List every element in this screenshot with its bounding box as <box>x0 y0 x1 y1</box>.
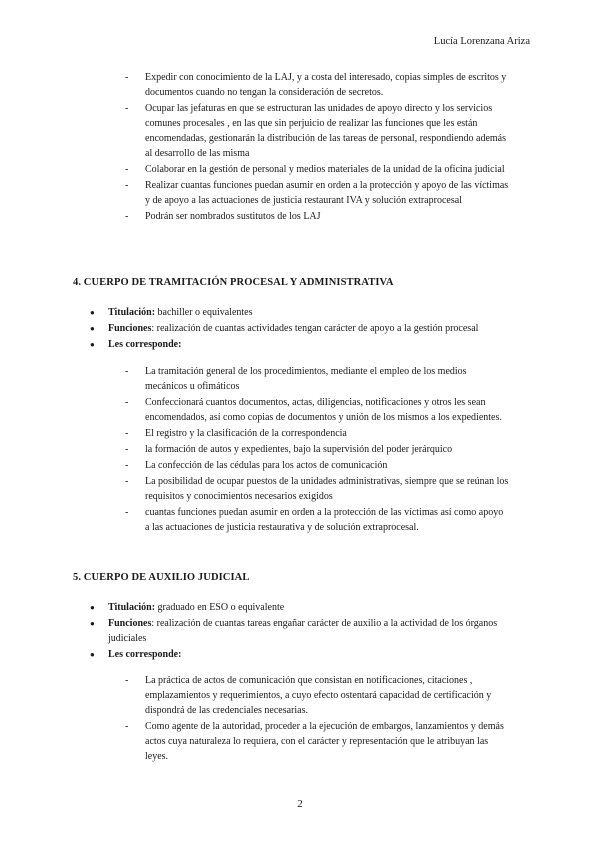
list-item: - Colaborar en la gestión de personal y medios materiales de la unidad de la oficina judicial <box>125 162 510 177</box>
list-item: - Realizar cuantas funciones puedan asumir en orden a la protección y apoyo de las víctimas y de apoyo a las actuaciones de justicia restaurant IVA y solución extraprocesal <box>125 178 510 208</box>
funciones-item <box>90 616 520 646</box>
top-dash-list <box>125 70 510 225</box>
list-item: - Expedir con conocimiento de la LAJ, y a costa del interesado, copias simples de escritos y documentos cuando no tengan la consideración de secretos. <box>125 70 510 100</box>
section-5-title: 5. CUERPO DE AUXILIO JUDICIAL <box>73 572 250 583</box>
list-item: - Como agente de la autoridad, proceder a la ejecución de embargos, lanzamientos y demás actos cuya naturaleza lo requiera, con el carácter y representación que le atribuyan las leyes. <box>125 719 510 764</box>
funciones-label: Funciones <box>108 618 152 629</box>
corresponde-label: Les corresponde: <box>108 649 182 660</box>
list-item: - cuantas funciones puedan asumir en orden a la protección de las víctimas así como apoyo a las actuaciones de justicia restaurativa y de solución extraprocesal. <box>125 505 510 535</box>
list-item: - Ocupar las jefaturas en que se estructuran las unidades de apoyo directo y los servicios comunes procesales , en las que sin perjuicio de realizar las funciones que les están encomendadas, gestionarán la distribución de las tareas de personal, respondiendo además al desarrollo de las misma <box>125 101 510 161</box>
funciones-value: : realización de cuantas actividades tengan carácter de apoyo a la gestión procesal <box>151 323 479 334</box>
titulacion-value: graduado en ESO o equivalente <box>155 602 285 613</box>
page-header-author: Lucía Lorenzana Ariza <box>433 36 530 47</box>
corresponde-item <box>90 337 520 352</box>
list-item: - Podrán ser nombrados sustitutos de los LAJ <box>125 209 510 224</box>
funciones-value: : realización de cuantas tareas engañar carácter de auxilio a la actividad de los órganos judiciales <box>108 618 498 644</box>
list-item: - la formación de autos y expedientes, bajo la supervisión del poder jerárquico <box>125 442 510 457</box>
funciones-label: Funciones <box>108 323 152 334</box>
section-4-title: 4. CUERPO DE TRAMITACIÓN PROCESAL Y ADMINISTRATIVA <box>73 277 394 288</box>
list-item: - Confeccionará cuantos documentos, actas, diligencias, notificaciones y otros les sean encomendados, así como copias de documentos y unión de los mismos a los expedientes. <box>125 395 510 425</box>
list-item: - La posibilidad de ocupar puestos de la unidades administrativas, siempre que se reúnan los requisitos y conocimientos necesarios exigidos <box>125 474 510 504</box>
section-5-duties-list <box>125 673 510 765</box>
page-number: 2 <box>297 798 303 810</box>
section-4-summary-list <box>90 305 520 353</box>
titulacion-label: Titulación: <box>108 307 156 318</box>
titulacion-value: bachiller o equivalentes <box>155 307 253 318</box>
funciones-item <box>90 321 520 336</box>
corresponde-label: Les corresponde: <box>108 339 182 350</box>
list-item: - La tramitación general de los procedimientos, mediante el empleo de los medios mecánicos u ofimáticos <box>125 364 510 394</box>
list-item: - La práctica de actos de comunicación que consistan en notificaciones, citaciones , emplazamientos y requerimientos, a cuyo efecto ostentará capacidad de certificación y dispondrá de las credenciales necesarias. <box>125 673 510 718</box>
section-5-summary-list <box>90 600 520 663</box>
titulacion-item <box>90 305 520 320</box>
titulacion-label: Titulación: <box>108 602 156 613</box>
corresponde-item <box>90 647 520 662</box>
list-item: - La confección de las cédulas para los actos de comunicación <box>125 458 510 473</box>
titulacion-item <box>90 600 520 615</box>
list-item: - El registro y la clasificación de la correspondencia <box>125 426 510 441</box>
section-4-duties-list <box>125 364 510 536</box>
